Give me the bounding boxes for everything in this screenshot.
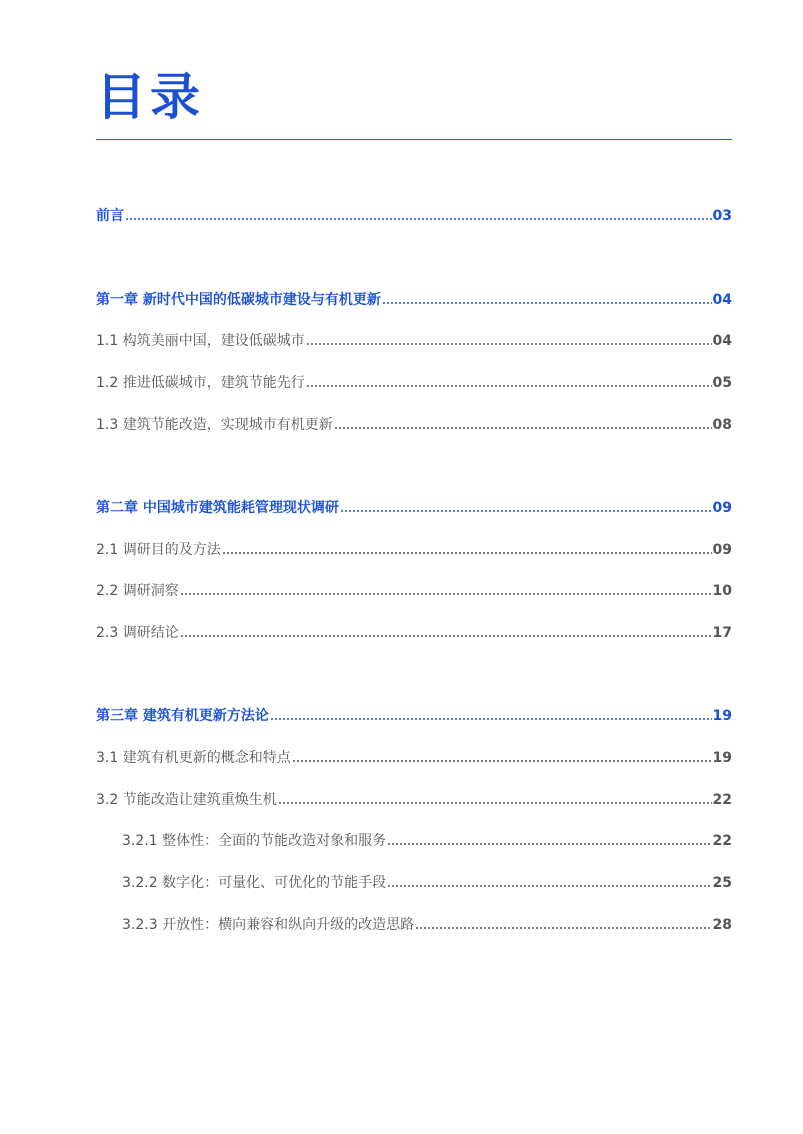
toc-entry-page: 22 [712, 792, 732, 808]
toc-entry-label: 前言 [96, 208, 124, 224]
toc-entry-page: 03 [712, 208, 732, 224]
toc-entry-page: 19 [712, 708, 732, 724]
toc-entry-section-3-2[interactable] [96, 789, 732, 811]
toc-entry-chapter-3[interactable] [96, 705, 732, 727]
toc-entry-label: 3.1 建筑有机更新的概念和特点 [96, 750, 291, 766]
toc-entry-label: 第三章 建筑有机更新方法论 [96, 708, 269, 724]
toc-entry-page: 17 [712, 625, 732, 641]
dot-leader [340, 510, 712, 512]
toc-entry-label: 1.1 构筑美丽中国，建设低碳城市 [96, 333, 305, 349]
toc-entry-section-3-2-3[interactable] [122, 914, 732, 936]
toc-entry-page: 10 [712, 583, 732, 599]
dot-leader [222, 552, 712, 554]
dot-leader [387, 885, 711, 887]
toc-entry-label: 1.2 推进低碳城市，建筑节能先行 [96, 375, 305, 391]
toc-entry-label: 3.2.3 开放性：横向兼容和纵向升级的改造思路 [122, 917, 415, 933]
toc-entry-label: 2.1 调研目的及方法 [96, 542, 221, 558]
dot-leader [306, 343, 712, 345]
toc-entry-label: 第一章 新时代中国的低碳城市建设与有机更新 [96, 292, 381, 308]
toc-entry-page: 22 [712, 833, 732, 849]
toc-entry-label: 1.3 建筑节能改造，实现城市有机更新 [96, 417, 333, 433]
page-title: 目录 [96, 68, 204, 126]
toc-entry-page: 28 [712, 917, 732, 933]
toc-entry-preface[interactable] [96, 205, 732, 227]
toc-entry-section-1-2[interactable] [96, 372, 732, 394]
toc-entry-page: 08 [712, 417, 732, 433]
dot-leader [180, 635, 712, 637]
toc-entry-section-1-1[interactable] [96, 330, 732, 352]
dot-leader [125, 218, 712, 220]
toc-entry-page: 04 [712, 333, 732, 349]
toc-entry-page: 25 [712, 875, 732, 891]
toc-entry-section-3-2-2[interactable] [122, 872, 732, 894]
dot-leader [270, 718, 712, 720]
toc-entry-section-2-1[interactable] [96, 539, 732, 561]
toc-entry-section-2-2[interactable] [96, 580, 732, 602]
toc-entry-page: 05 [712, 375, 732, 391]
toc-entry-page: 04 [712, 292, 732, 308]
dot-leader [382, 302, 712, 304]
toc-entry-label: 3.2.2 数字化：可量化、可优化的节能手段 [122, 875, 387, 891]
toc-entry-label: 第二章 中国城市建筑能耗管理现状调研 [96, 500, 339, 516]
toc-entry-section-2-3[interactable] [96, 622, 732, 644]
toc-entry-section-3-1[interactable] [96, 747, 732, 769]
toc-entry-page: 09 [712, 542, 732, 558]
dot-leader [415, 927, 711, 929]
toc-entry-label: 2.3 调研结论 [96, 625, 179, 641]
toc-entry-label: 2.2 调研洞察 [96, 583, 179, 599]
toc-entry-section-1-3[interactable] [96, 414, 732, 436]
dot-leader [292, 760, 712, 762]
toc-entry-section-3-2-1[interactable] [122, 830, 732, 852]
dot-leader [180, 593, 712, 595]
toc-entry-chapter-1[interactable] [96, 289, 732, 311]
dot-leader [278, 802, 712, 804]
toc-entry-label: 3.2.1 整体性：全面的节能改造对象和服务 [122, 833, 387, 849]
dot-leader [334, 427, 712, 429]
toc-entry-chapter-2[interactable] [96, 497, 732, 519]
dot-leader [387, 843, 711, 845]
dot-leader [306, 385, 712, 387]
toc-entry-label: 3.2 节能改造让建筑重焕生机 [96, 792, 277, 808]
toc-entry-page: 09 [712, 500, 732, 516]
toc-entry-page: 19 [712, 750, 732, 766]
